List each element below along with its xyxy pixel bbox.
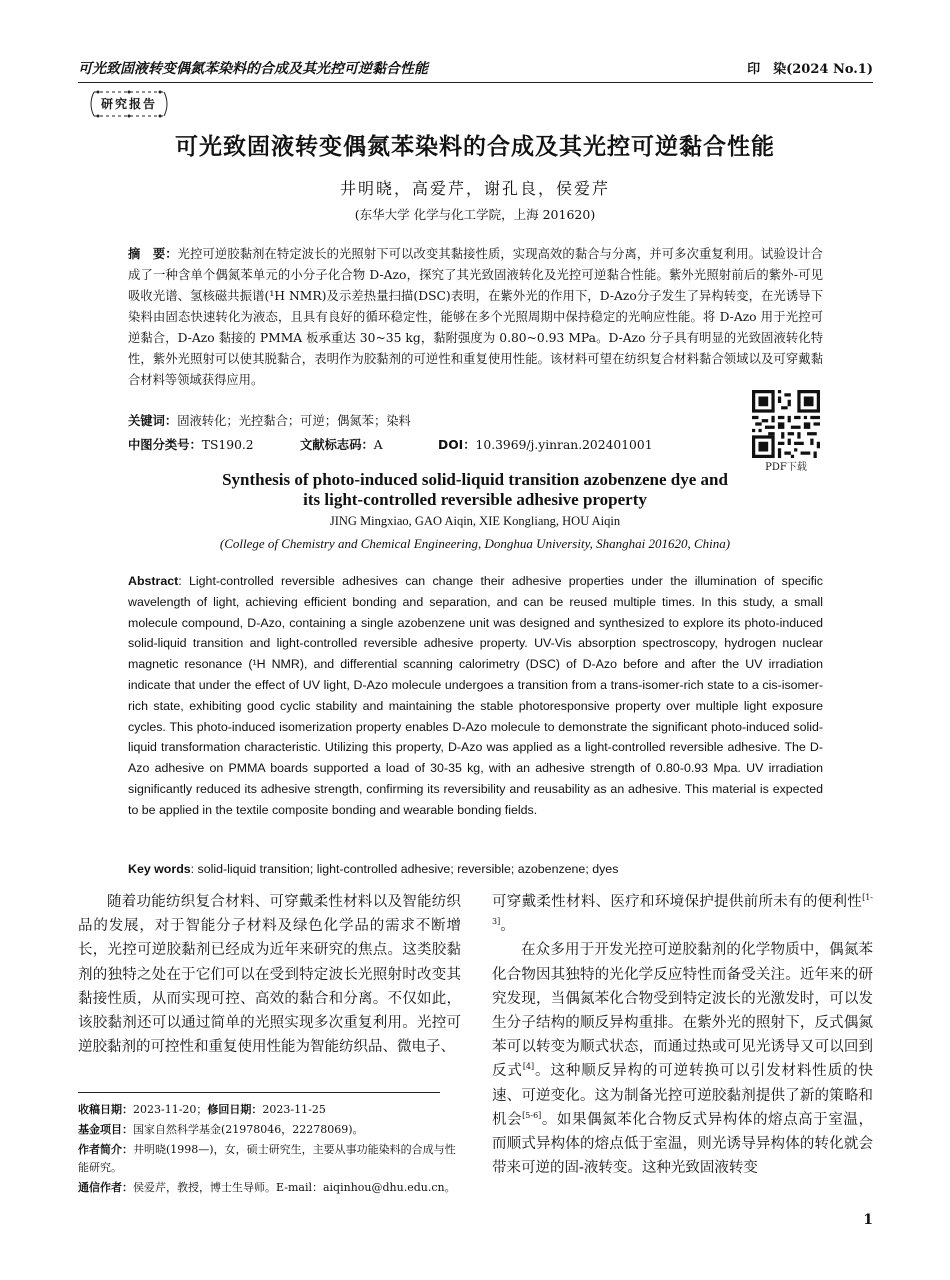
affiliation-cn: (东华大学 化学与化工学院，上海 201620): [354, 207, 596, 222]
article-title-en-line2: its light-controlled reversible adhesive property: [303, 490, 647, 509]
citation-ref: [4]: [522, 1062, 535, 1072]
running-header-title: 可光致固液转变偶氮苯染料的合成及其光控可逆黏合性能: [78, 60, 428, 76]
body-paragraph-continued: 可穿戴柔性材料、医疗和环境保护提供前所未有的便利性[1-3]。: [492, 893, 873, 935]
doc-code-value: A: [373, 438, 383, 452]
qr-code-icon[interactable]: [752, 390, 820, 458]
page-number: 1: [863, 1212, 873, 1228]
doi-label: DOI：: [438, 438, 476, 452]
keywords-en-text: : solid-liquid transition; light-controlled adhesive; reversible; azobenzene; dyes: [190, 862, 619, 876]
abstract-en: [128, 571, 823, 821]
authors-en: JING Mingxiao, GAO Aiqin, XIE Kongliang, HOU Aiqin: [329, 514, 621, 528]
footnote-corresponding: 通信作者：侯爱芹，教授，博士生导师。E-mail：aiqinhou@dhu.edu.cn。: [78, 1181, 456, 1194]
abstract-cn-label: 摘 要：: [128, 247, 178, 261]
abstract-cn: [128, 244, 823, 391]
body-column-right: [492, 890, 873, 1180]
citation-ref: [1-3]: [492, 893, 873, 927]
body-paragraph: 随着功能纺织复合材料、可穿戴柔性材料以及智能纺织品的发展，对于智能分子材料及绿色化学品的需求不断增长，光控可逆胶黏剂已经成为近年来研究的焦点。这类胶黏剂的独特之处在于它们可以在受到特定波长光照射时改变其黏接性质，从而实现可控、高效的黏合和分离。不仅如此，该胶黏剂还可以通过简单的光照实现多次重复利用。光控可逆胶黏剂的可控性和重复使用性能为智能纺织品、微电子、: [78, 894, 461, 1056]
article-title-en: [0, 470, 950, 510]
clc-label: 中图分类号：: [128, 438, 202, 452]
footnote-dates: 收稿日期：2023-11-20；修回日期：2023-11-25: [78, 1103, 326, 1116]
running-header: [78, 58, 873, 80]
footnote-rule: [78, 1092, 440, 1093]
keywords-cn-text: 固液转化；光控黏合；可逆；偶氮苯；染料: [177, 414, 411, 428]
clc-value: TS190.2: [201, 438, 254, 452]
abstract-en-label: Abstract: [128, 574, 179, 588]
article-title-cn: 可光致固液转变偶氮苯染料的合成及其光控可逆黏合性能: [175, 134, 775, 160]
footnote-fund: 基金项目：国家自然科学基金(21978046，22278069)。: [78, 1123, 364, 1136]
footnotes: [78, 1101, 461, 1199]
authors-cn: 井明晓，高爱芹，谢孔良，侯爱芹: [339, 179, 610, 198]
column-badge-label: 研究报告: [100, 97, 157, 111]
footnote-author: 作者简介：井明晓(1998—)，女，硕士研究生，主要从事功能染料的合成与性能研究。: [78, 1143, 456, 1174]
column-badge: [88, 88, 170, 120]
keywords-cn: [128, 411, 738, 432]
keywords-en: [128, 859, 823, 879]
qr-caption: PDF下载: [765, 462, 807, 473]
keywords-en-label: Key words: [128, 862, 191, 876]
doc-code-label: 文献标志码：: [300, 438, 374, 452]
body-column-left: [78, 890, 461, 1059]
affiliation-en: (College of Chemistry and Chemical Engineering, Donghua University, Shanghai 201620, China): [219, 536, 731, 551]
doi-value[interactable]: 10.3969/j.yinran.202401001: [475, 438, 653, 452]
keywords-cn-label: 关键词：: [128, 414, 178, 428]
abstract-cn-text: 光控可逆胶黏剂在特定波长的光照射下可以改变其黏接性质，实现高效的黏合与分离，并可多次重复利用。试验设计合成了一种含单个偶氮苯单元的小分子化合物 D-Azo，探究了其光致固液转化及光控可逆黏合性能。紫外光照射前后的紫外-可见吸收光谱、氢核磁共振谱(¹H NMR)及示差热量扫描(DSC)表明，在紫外光的作用下，D-Azo分子发生了异构转变，在光诱导下染料由固态快速转化为液态，且具有良好的循环稳定性，能够在多个光照周期中保持稳定的光响应性能。将 D-Azo 用于光控可逆黏合，D-Azo 黏接的 PMMA 板承重达 30~35 kg，黏附强度为 0.80~0.93 MPa。D-Azo 分子具有明显的光致固液转化特性，紫外光照射可以使其脱黏合，表明作为胶黏剂的可逆性和重复使用性能。该材料可望在纺织复合材料黏合领域以及可穿戴黏合材料等领域获得应用。: [128, 247, 823, 387]
article-title-en-line1: Synthesis of photo-induced solid-liquid transition azobenzene dye and: [222, 470, 728, 489]
abstract-en-text: : Light-controlled reversible adhesives can change their adhesive properties under the illumination of specific wavelength of light, achieving efficient bonding and separation, and can be reused multiple times. In this study, a small molecule compound, D-Azo, containing a single azobenzene unit was designed and synthesized to explore its photo-induced solid-liquid transition and light-controlled reversible adhesive property. UV-Vis absorption spectroscopy, hydrogen nuclear magnetic resonance (¹H NMR), and differential scanning calorimetry (DSC) of D-Azo before and after the UV irradiation indicate that under the effect of UV light, D-Azo molecule undergoes a transition from a trans-isomer-rich state to a cis-isomer-rich state, exhibiting good cyclic stability and maintaining the stable photoresponsive property over multiple light exposure cycles. This photo-induced isomerization property enables D-Azo molecule to demonstrate the significant photo-induced solid-liquid transformation characteristic. Utilizing this property, D-Azo was applied as a light-controlled reversible adhesive. The D-Azo adhesive on PMMA boards supported a load of 30-35 kg, with an adhesive strength of 0.80-0.93 Mpa. UV irradiation significantly reduced its adhesive strength, confirming its reversibility and reusability as an adhesive. This material is expected to be applied in the textile composite bonding and wearable bonding fields.: [128, 574, 823, 817]
classification-row: [128, 435, 748, 456]
citation-ref: [5-6]: [522, 1111, 542, 1120]
body-paragraph: 在众多用于开发光控可逆胶黏剂的化学物质中，偶氮苯化合物因其独特的光化学反应特性而备受关注。近年来的研究发现，当偶氮苯化合物受到特定波长的光激发时，可以发生分子结构的顺反异构重排。在紫外光的照射下，反式偶氮苯可以转变为顺式状态，而通过热或可见光诱导又可以回到反式[4]。这种顺反异构的可逆转换可以引发材料性质的快速、可逆变化。这为制备光控可逆胶黏剂提供了新的策略和机会[5-6]。如果偶氮苯化合物反式异构体的熔点高于室温，而顺式异构体的熔点低于室温，则光诱导异构体的转化就会带来可逆的固-液转变。这种光致固液转变: [492, 942, 874, 1177]
running-header-journal: 印 染(2024 No.1): [747, 62, 873, 77]
header-rule: [78, 82, 873, 83]
